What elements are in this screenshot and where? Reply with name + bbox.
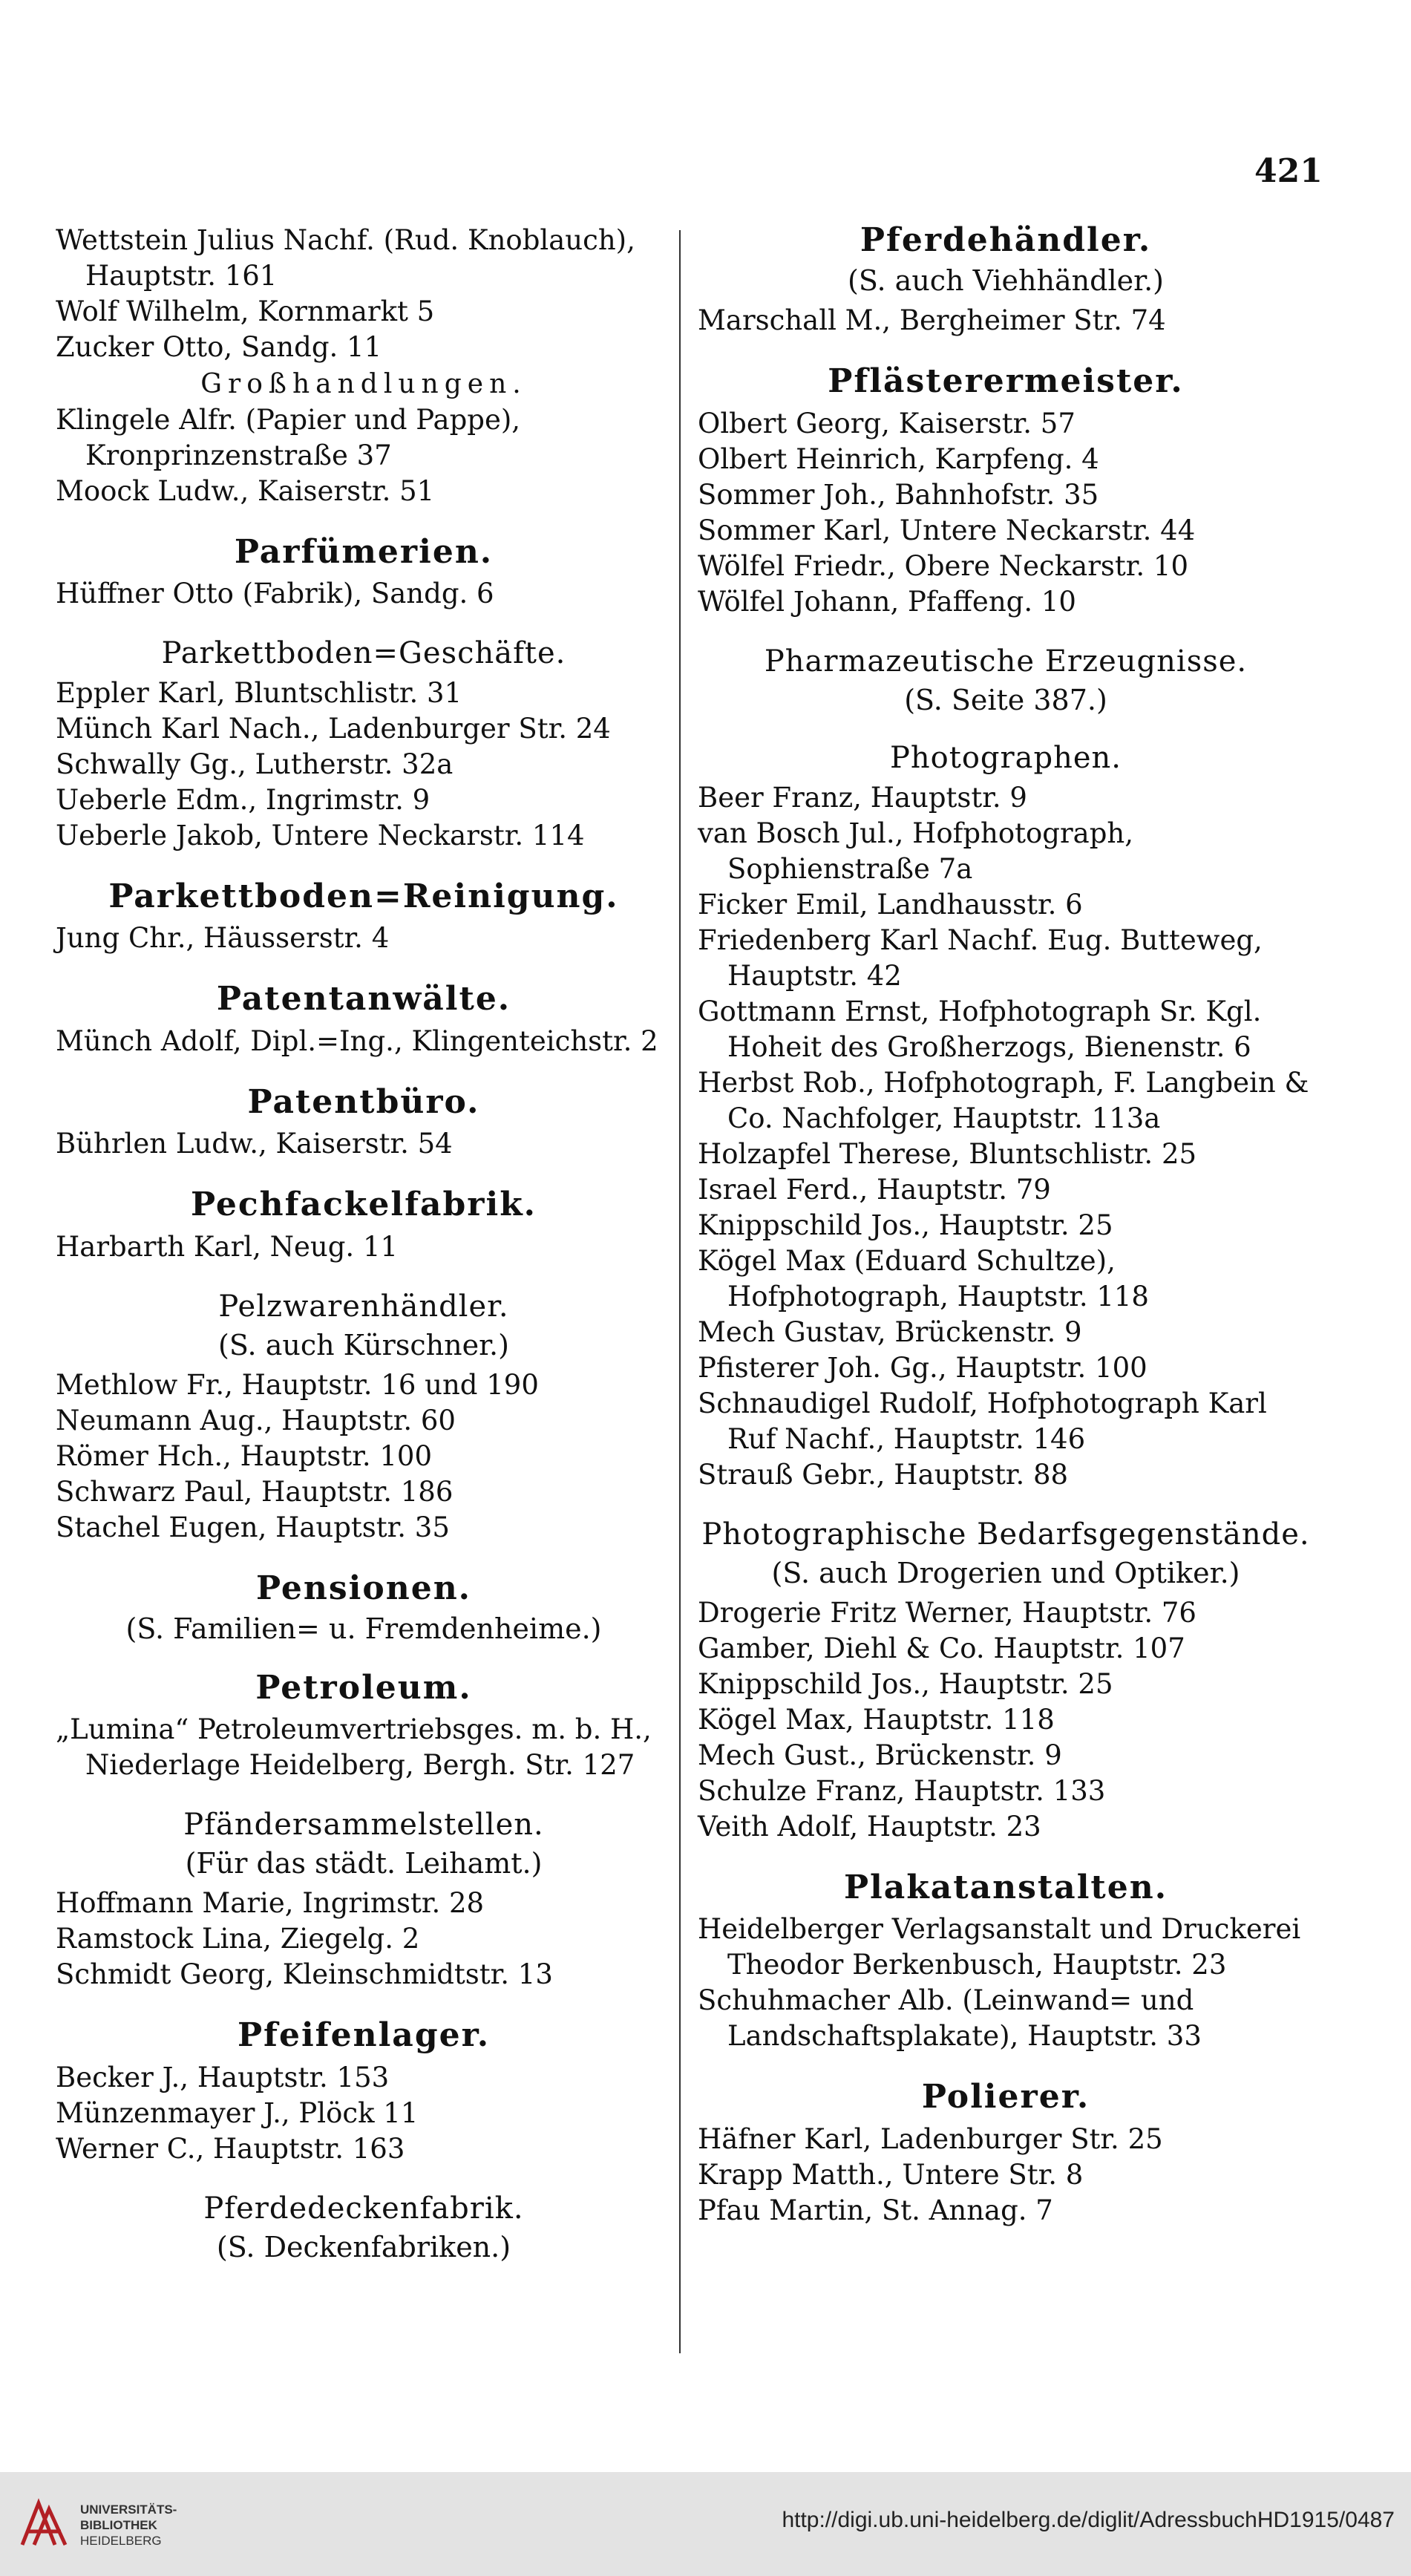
directory-entry: Jung Chr., Häusserstr. 4 [56, 922, 390, 955]
directory-entry: Pfau Martin, St. Annag. 7 [698, 2194, 1053, 2226]
cross-reference-note: (S. Familien= u. Fremdenheime.) [125, 1612, 602, 1645]
category-heading: Pfändersammelstellen. [183, 1808, 544, 1843]
cross-reference-note: (S. Seite 387.) [904, 683, 1107, 716]
directory-entry: Häfner Karl, Ladenburger Str. 25 [698, 2122, 1163, 2155]
directory-entry: Olbert Heinrich, Karpfeng. 4 [698, 442, 1099, 475]
directory-entry: Gottmann Ernst, Hofphotograph Sr. Kgl. Hoheit des Großherzogs, Bienenstr. 6 [698, 995, 1262, 1063]
directory-entry: Israel Ferd., Hauptstr. 79 [698, 1173, 1051, 1206]
cross-reference-note: (Für das städt. Leihamt.) [185, 1847, 543, 1880]
directory-entry: Heidelberger Verlagsanstalt und Druckerei Theodor Berkenbusch, Hauptstr. 23 [698, 1913, 1301, 1981]
library-name-line1: UNIVERSITÄTS- [80, 2503, 177, 2517]
directory-entry: Bührlen Ludw., Kaiserstr. 54 [56, 1128, 453, 1160]
directory-entry: Mech Gustav, Brückenstr. 9 [698, 1315, 1082, 1348]
directory-entry: Kögel Max, Hauptstr. 118 [698, 1703, 1055, 1736]
category-heading: Pfeifenlager. [237, 2016, 491, 2055]
directory-entry: Ramstock Lina, Ziegelg. 2 [56, 1923, 420, 1955]
directory-entry: Krapp Matth., Untere Str. 8 [698, 2158, 1084, 2191]
directory-entry: Klingele Alfr. (Papier und Pappe), Kronprinzenstraße 37 [56, 403, 521, 471]
directory-entry: Schnaudigel Rudolf, Hofphotograph Karl Ruf Nachf., Hauptstr. 146 [698, 1387, 1267, 1455]
category-heading: Pechfackelfabrik. [190, 1186, 537, 1224]
subcategory-heading: Großhandlungen. [200, 369, 527, 399]
directory-entry: Schuhmacher Alb. (Leinwand= und Landschaftsplakate), Hauptstr. 33 [698, 1984, 1202, 2053]
category-heading: Patentbüro. [247, 1082, 480, 1121]
category-heading: Pharmazeutische Erzeugnisse. [764, 644, 1248, 679]
directory-entry: Schulze Franz, Hauptstr. 133 [698, 1774, 1106, 1807]
directory-entry: Holzapfel Therese, Bluntschlistr. 25 [698, 1137, 1197, 1170]
category-heading: Pferdehändler. [860, 221, 1152, 259]
category-heading: Pelzwarenhändler. [218, 1289, 509, 1324]
library-name-line3: HEIDELBERG [80, 2534, 162, 2548]
directory-entry: Wölfel Johann, Pfaffeng. 10 [698, 585, 1076, 618]
directory-entry: Ueberle Edm., Ingrimstr. 9 [56, 783, 430, 816]
cross-reference-note: (S. auch Drogerien und Optiker.) [771, 1556, 1240, 1589]
directory-entry: Pfisterer Joh. Gg., Hauptstr. 100 [698, 1351, 1148, 1384]
category-heading: Parkettboden=Geschäfte. [161, 635, 566, 670]
category-heading: Photographische Bedarfsgegenstände. [701, 1517, 1310, 1552]
directory-entry: Zucker Otto, Sandg. 11 [56, 331, 382, 363]
directory-entry: Münch Adolf, Dipl.=Ing., Klingenteichstr. 2 [56, 1024, 658, 1057]
directory-entry: Beer Franz, Hauptstr. 9 [698, 781, 1027, 814]
cross-reference-note: (S. auch Viehhändler.) [848, 264, 1164, 298]
directory-entry: Eppler Karl, Bluntschlistr. 31 [56, 676, 462, 709]
library-name [80, 2502, 177, 2549]
directory-entry: Schwally Gg., Lutherstr. 32a [56, 748, 454, 780]
category-heading: Pferdedeckenfabrik. [203, 2191, 524, 2226]
directory-entry: Mech Gust., Brückenstr. 9 [698, 1739, 1062, 1771]
library-name-line2: BIBLIOTHEK [80, 2518, 157, 2532]
directory-entry: Harbarth Karl, Neug. 11 [56, 1230, 399, 1263]
category-heading: Patentanwälte. [216, 980, 511, 1019]
directory-entry: Marschall M., Bergheimer Str. 74 [698, 304, 1166, 337]
directory-entry: Werner C., Hauptstr. 163 [56, 2132, 405, 2165]
column-divider [679, 230, 681, 2353]
left-column [56, 223, 672, 2269]
directory-entry: Schwarz Paul, Hauptstr. 186 [56, 1475, 454, 1508]
category-heading: Polierer. [921, 2078, 1090, 2116]
directory-entry: Knippschild Jos., Hauptstr. 25 [698, 1209, 1113, 1241]
category-heading: Pflästerermeister. [828, 362, 1184, 401]
directory-entry: Römer Hch., Hauptstr. 100 [56, 1439, 432, 1472]
directory-entry: Kögel Max (Eduard Schultze), Hofphotograph, Hauptstr. 118 [698, 1244, 1149, 1312]
directory-entry: Neumann Aug., Hauptstr. 60 [56, 1404, 456, 1436]
viewer-footer [0, 2472, 1411, 2576]
directory-entry: Olbert Georg, Kaiserstr. 57 [698, 407, 1076, 439]
cross-reference-note: (S. auch Kürschner.) [218, 1328, 509, 1361]
directory-entry: van Bosch Jul., Hofphotograph, Sophienstraße 7a [698, 817, 1133, 885]
directory-entry: Knippschild Jos., Hauptstr. 25 [698, 1667, 1113, 1700]
directory-entry: Stachel Eugen, Hauptstr. 35 [56, 1511, 450, 1543]
category-heading: Parfümerien. [234, 532, 494, 571]
directory-entry: Wettstein Julius Nachf. (Rud. Knoblauch), Hauptstr. 161 [56, 224, 635, 292]
directory-entry: Sommer Karl, Untere Neckarstr. 44 [698, 514, 1196, 546]
directory-entry: Veith Adolf, Hauptstr. 23 [698, 1810, 1041, 1843]
directory-entry: Becker J., Hauptstr. 153 [56, 2061, 390, 2093]
directory-entry: Hoffmann Marie, Ingrimstr. 28 [56, 1887, 485, 1920]
category-heading: Photographen. [889, 740, 1122, 775]
directory-entry: Ficker Emil, Landhausstr. 6 [698, 888, 1083, 921]
directory-entry: Friedenberg Karl Nachf. Eug. Butteweg, Hauptstr. 42 [698, 923, 1263, 992]
cross-reference-note: (S. Deckenfabriken.) [216, 2230, 511, 2263]
directory-entry: Wolf Wilhelm, Kornmarkt 5 [56, 295, 435, 327]
source-url-link[interactable]: http://digi.ub.uni-heidelberg.de/diglit/AdressbuchHD1915/0487 [782, 2508, 1395, 2532]
university-library-logo-icon [16, 2493, 74, 2555]
directory-entry: Moock Ludw., Kaiserstr. 51 [56, 474, 435, 507]
category-heading: Plakatanstalten. [843, 1868, 1168, 1906]
directory-entry: Münzenmayer J., Plöck 11 [56, 2096, 419, 2129]
directory-entry: Herbst Rob., Hofphotograph, F. Langbein & Co. Nachfolger, Hauptstr. 113a [698, 1066, 1309, 1134]
directory-entry: Wölfel Friedr., Obere Neckarstr. 10 [698, 549, 1188, 582]
directory-entry: Münch Karl Nach., Ladenburger Str. 24 [56, 712, 611, 745]
right-column [698, 223, 1314, 2229]
page-number: 421 [1254, 152, 1323, 190]
directory-entry: Gamber, Diehl & Co. Hauptstr. 107 [698, 1632, 1185, 1664]
directory-entry: Methlow Fr., Hauptstr. 16 und 190 [56, 1368, 539, 1401]
directory-entry: Hüffner Otto (Fabrik), Sandg. 6 [56, 577, 494, 609]
category-heading: Parkettboden=Reinigung. [108, 877, 619, 915]
category-heading: Petroleum. [255, 1668, 472, 1707]
directory-entry: Strauß Gebr., Hauptstr. 88 [698, 1458, 1069, 1491]
category-heading: Pensionen. [255, 1569, 471, 1607]
directory-entry: Ueberle Jakob, Untere Neckarstr. 114 [56, 819, 585, 851]
directory-entry: Sommer Joh., Bahnhofstr. 35 [698, 478, 1099, 511]
directory-entry: „Lumina“ Petroleumvertriebsges. m. b. H., Niederlage Heidelberg, Bergh. Str. 127 [56, 1713, 652, 1782]
directory-entry: Drogerie Fritz Werner, Hauptstr. 76 [698, 1596, 1196, 1629]
directory-entry: Schmidt Georg, Kleinschmidtstr. 13 [56, 1958, 553, 1991]
